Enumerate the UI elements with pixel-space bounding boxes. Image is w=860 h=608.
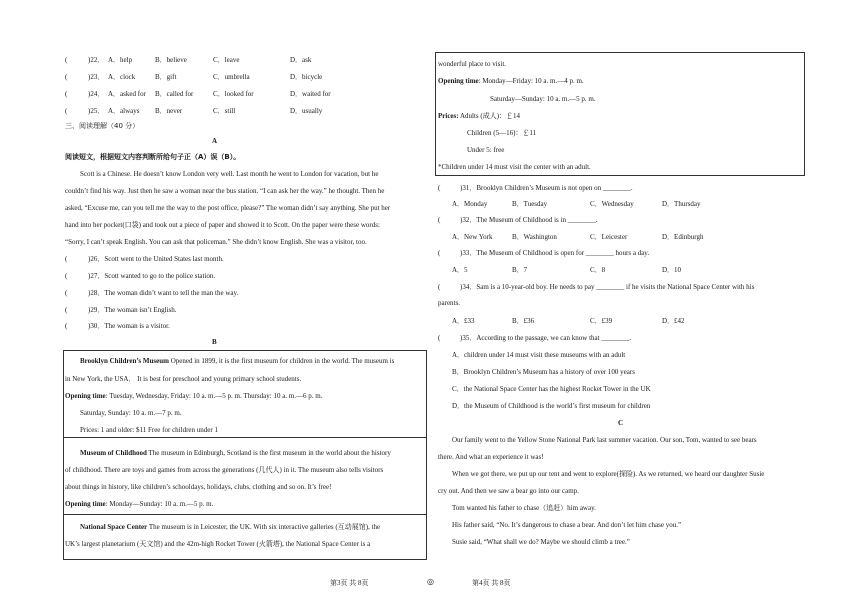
passage-a-letter: A [212,137,218,145]
answer-paren[interactable]: ( [65,73,68,81]
box-continuation: wonderful place to visit. [438,60,507,68]
option-a: A．Monday [452,200,488,208]
option-a: A．help [108,56,133,64]
option-b: B．gift [155,73,177,81]
museum-desc: in New York, the USA． It is best for preschool and young primary school students. [65,375,302,383]
opening-time: Opening time: Monday—Sunday: 10 a. m.—5 p. m. [65,500,214,508]
option-c: C．Leicester [590,233,628,241]
option-c: C．the National Space Center has the highest Rocket Tower in the UK [452,385,651,393]
option-d: D．the Museum of Childhood is the world’s first museum for children [452,402,651,410]
passage-line: When we got there, we put up our tent and went to explore(探险). As we returned, we heard our daughter Susie [452,470,765,478]
option-c: C．umbrella [213,73,250,81]
option-c: C．Wednesday [590,200,634,208]
passage-line: hand into her pocket(口袋) and took out a piece of paper and showed it to Scott. On the paper were these words: [65,221,380,229]
option-a: A．always [108,107,140,115]
answer-paren[interactable]: ( [438,184,441,192]
option-c: C．still [213,107,236,115]
option-b: B．Washington [512,233,557,241]
passage-b-letter: B [212,338,217,346]
note: *Children under 14 must visit the center with an adult. [438,163,591,171]
option-d: D．waited for [290,90,331,98]
passage-line: Susie said, “What shall we do? Maybe we should climb a tree.” [452,538,630,546]
passage-line: asked, “Excuse me, can you tell me the way to the post office, please?” The woman didn’t say anything. She put her [65,204,391,212]
option-d: D．Edinburgh [662,233,704,241]
passage-line: there. And what an experience it was! [438,453,544,461]
option-b: B．Brooklyn Children’s Museum has a history of over 100 years [452,368,635,376]
question-stem: )31．Brooklyn Children’s Museum is not open on ________. [460,184,633,192]
option-c: C．£39 [590,317,613,325]
answer-paren[interactable]: ( [65,272,68,280]
option-a: A．New York [452,233,493,241]
museum-name: National Space Center [80,523,148,531]
answer-paren[interactable]: ( [65,306,68,314]
option-a: A．asked for [108,90,146,98]
answer-paren[interactable]: ( [65,90,68,98]
weekend-hours: Saturday, Sunday: 10 a. m.—7 p. m. [80,409,182,417]
option-d: D．10 [662,266,682,274]
museum-intro: Brooklyn Children’s Museum Opened in 1899, it is the first museum for children in the world. The museum is [80,357,395,365]
answer-paren[interactable]: ( [65,107,68,115]
passage-line: couldn’t find his way. Just then he saw a woman near the bus station. “I can ask her the way.” he thought. Then he [65,187,385,195]
passage-line: Our family went to the Yellow Stone National Park last summer vacation. Our son, Tom, wanted to see bears [452,436,757,444]
museum-desc: UK’s largest planetarium (天文馆) and the 42m-high Rocket Tower (火箭塔), the National Space Center is a [65,540,371,548]
passage-line: Scott is a Chinese. He doesn’t know London very well. Last month he went to London for vacation, but he [80,170,379,178]
answer-paren[interactable]: ( [438,283,441,291]
box-divider [64,437,426,438]
opening-time: Opening time: Monday—Friday: 10 a. m.—4 p. m. [438,77,584,85]
option-d: D．bicycle [290,73,323,81]
museum-intro: National Space Center The museum is in Leicester, the UK. With six interactive galleries (互动展馆), the [80,523,381,531]
question-number: )25． [88,107,105,115]
option-b: B．called for [155,90,194,98]
page-footer: 第3页 共 8页 [330,579,369,587]
option-c: C．looked for [213,90,254,98]
museum-name: Brooklyn Children’s Museum [80,357,169,365]
passage-line: “Sorry, I can’t speak English. You can ask that policeman.” She didn’t know English. She was a visitor, too. [65,238,367,246]
option-d: D．ask [290,56,312,64]
children-price: Children (5—16)：￡11 [467,129,537,137]
question-stem: )34．Sam is a 10-year-old boy. He needs to pay ________ if he visits the National Space Center with his [460,283,755,291]
question-number: )22． [88,56,105,64]
answer-paren[interactable]: ( [65,56,68,64]
answer-paren[interactable]: ( [438,249,441,257]
tf-question: )30．The woman is a visitor. [88,322,170,330]
weekend-hours: Saturday—Sunday: 10 a. m.—5 p. m. [490,95,596,103]
tf-question: )28．The woman didn’t want to tell the man the way. [88,289,239,297]
option-b: B．7 [512,266,528,274]
question-stem: )35．According to the passage, we can know that ________. [460,334,632,342]
section-title: 三、阅读理解（40 分） [65,122,140,130]
option-c: C．8 [590,266,606,274]
option-a: A．children under 14 must visit these museums with an adult [452,351,626,359]
option-a: A．£33 [452,317,475,325]
page-footer: 第4页 共 8页 [472,579,511,587]
instruction: 阅读短文，根据短文内容判断所给句子正（A）误（B）。 [65,153,241,161]
question-number: )24． [88,90,105,98]
option-d: D．usually [290,107,323,115]
option-d: D．£42 [662,317,685,325]
passage-line: cry out. And then we saw a bear go into our camp. [438,487,579,495]
answer-paren[interactable]: ( [65,289,68,297]
option-b: B．Tuesday [512,200,548,208]
question-stem-cont: parents. [438,299,460,307]
passage-c-letter: C [618,419,624,427]
tf-question: )27．Scott wanted to go to the police station. [88,272,216,280]
question-number: )23． [88,73,105,81]
prices: Prices: Adults (成人)：￡14 [438,112,521,120]
option-a: A．clock [108,73,136,81]
tf-question: )26．Scott went to the United States last month. [88,255,224,263]
center-mark-icon: ◎ [427,577,434,586]
tf-question: )29．The woman isn’t English. [88,306,177,314]
option-b: B．never [155,107,183,115]
option-a: A．5 [452,266,468,274]
question-stem: )33．The Museum of Childhood is open for ________ hours a day. [460,249,650,257]
answer-paren[interactable]: ( [438,334,441,342]
question-stem: )32．The Museum of Childhood is in ________. [460,216,598,224]
option-c: C．leave [213,56,240,64]
answer-paren[interactable]: ( [438,216,441,224]
museum-intro: Museum of Childhood The museum in Edinburgh, Scotland is the first museum in the world about the history [80,449,391,457]
box-divider [64,514,426,515]
opening-time: Opening time: Tuesday, Wednesday, Friday: 10 a. m.—5 p. m. Thursday: 10 a. m.—6 p. m. [65,392,323,400]
passage-line: His father said, “No. It’s dangerous to chase a bear. And don’t let him chase you.” [452,521,682,529]
option-d: D．Thursday [662,200,701,208]
passage-line: Tom wanted his father to chase（追赶）him away. [452,504,596,512]
under5-price: Under 5: free [467,146,505,154]
museum-desc: of childhood. There are toys and games from across the generations (几代人) in it. The museum also tells visitors [65,466,384,474]
answer-paren[interactable]: ( [65,322,68,330]
option-b: B．believe [155,56,187,64]
museum-name: Museum of Childhood [80,449,147,457]
prices: Prices: 1 and older: $11 Free for children under 1 [80,426,218,434]
option-b: B．£36 [512,317,535,325]
museum-desc: about things in history, like children’s schooldays, holidays, clubs, clothing and so on. It’s free! [65,483,332,491]
answer-paren[interactable]: ( [65,255,68,263]
